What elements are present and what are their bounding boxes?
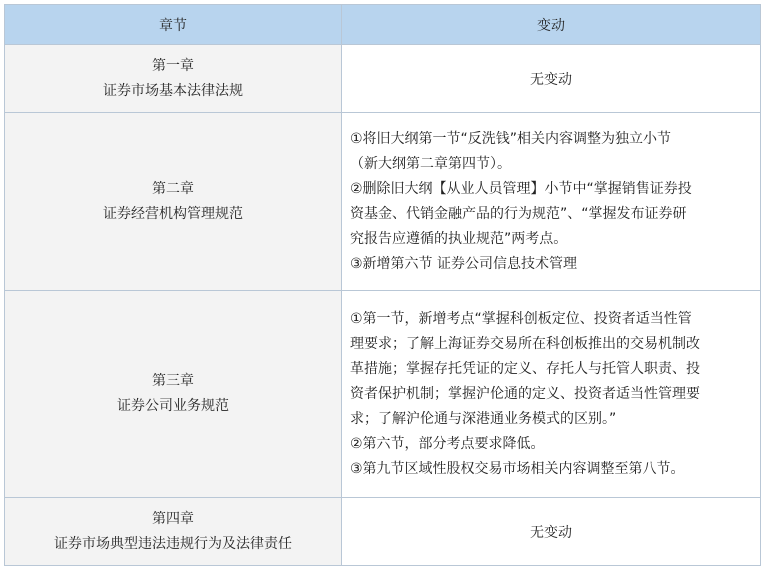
- change-line: 资基金、代销金融产品的行为规范”、“掌握发布证券研: [350, 205, 687, 222]
- chapter-cell: [5, 113, 342, 291]
- chapter-title: 证券市场典型违法违规行为及法律责任: [54, 535, 292, 552]
- change-line: 无变动: [530, 71, 572, 88]
- chapter-number: 第四章: [152, 510, 194, 527]
- table-row: [5, 498, 761, 566]
- chapter-change-table: [4, 4, 761, 566]
- chapter-cell: [5, 45, 342, 113]
- change-cell: [342, 113, 761, 291]
- change-line: （新大纲第二章第四节）。: [350, 155, 511, 172]
- change-cell: [342, 498, 761, 566]
- change-line: 求；了解沪伦通与深港通业务模式的区别。”: [350, 410, 617, 427]
- chapter-cell: [5, 291, 342, 498]
- change-line: 理要求；了解上海证券交易所在科创板推出的交易机制改: [350, 335, 700, 352]
- table-row: [5, 45, 761, 113]
- table-header-row: [5, 5, 761, 45]
- change-line: 资者保护机制；掌握沪伦通的定义、投资者适当性管理要: [350, 385, 700, 402]
- change-line: ③新增第六节 证券公司信息技术管理: [350, 255, 578, 272]
- change-cell: [342, 291, 761, 498]
- change-line: 无变动: [530, 524, 572, 541]
- chapter-number: 第一章: [152, 57, 194, 74]
- chapter-title: 证券经营机构管理规范: [103, 205, 243, 222]
- table-row: [5, 113, 761, 291]
- table-row: [5, 291, 761, 498]
- change-line: ①将旧大纲第一节“反洗钱”相关内容调整为独立小节: [350, 130, 672, 147]
- column-header-change: 变动: [342, 5, 761, 45]
- change-line: 究报告应遵循的执业规范”两考点。: [350, 230, 568, 247]
- change-line: ③第九节区域性股权交易市场相关内容调整至第八节。: [350, 460, 685, 477]
- change-cell: [342, 45, 761, 113]
- chapter-number: 第二章: [152, 180, 194, 197]
- change-line: ①第一节，新增考点“掌握科创板定位、投资者适当性管: [350, 310, 692, 327]
- change-line: 革措施；掌握存托凭证的定义、存托人与托管人职责、投: [350, 360, 700, 377]
- chapter-title: 证券市场基本法律法规: [103, 82, 243, 99]
- change-line: ②删除旧大纲【从业人员管理】小节中“掌握销售证券投: [350, 180, 692, 197]
- chapter-cell: [5, 498, 342, 566]
- change-line: ②第六节，部分考点要求降低。: [350, 435, 545, 452]
- chapter-number: 第三章: [152, 373, 194, 389]
- chapter-title: 证券公司业务规范: [117, 398, 229, 414]
- column-header-chapter: 章节: [5, 5, 342, 45]
